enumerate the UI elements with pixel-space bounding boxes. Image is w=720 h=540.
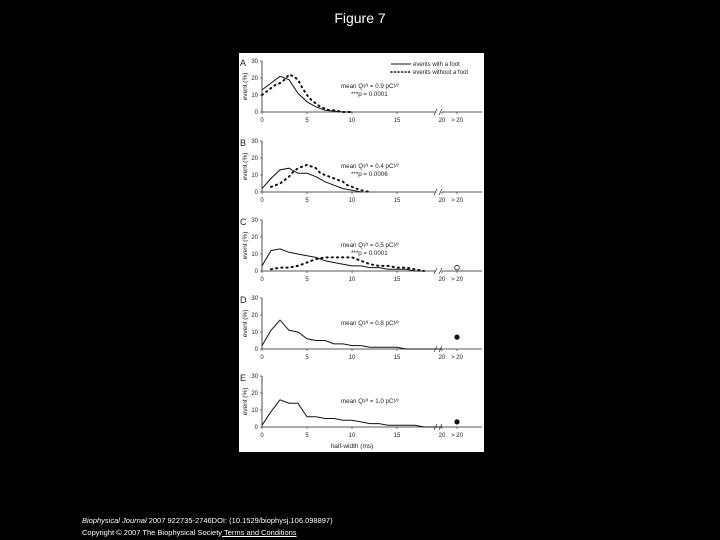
mean-annotation: mean Q¹⁄³ = 0.9 pC¹⁄³ bbox=[341, 83, 399, 90]
y-tick-label: 30 bbox=[251, 59, 258, 66]
y-tick-label: 20 bbox=[251, 391, 258, 398]
x-tick-label: > 20 bbox=[451, 277, 463, 283]
y-axis-label: event (%) bbox=[242, 72, 249, 101]
y-tick-label: 10 bbox=[251, 330, 258, 337]
figure-caption bbox=[82, 515, 333, 539]
panel-letter: D bbox=[240, 295, 247, 305]
y-tick-label: 20 bbox=[251, 76, 258, 83]
y-tick-label: 20 bbox=[251, 156, 258, 163]
axis-break-mark bbox=[439, 109, 442, 115]
over-20-marker bbox=[454, 335, 459, 340]
over-20-marker bbox=[455, 265, 460, 270]
x-tick-label: > 20 bbox=[451, 198, 463, 204]
mean-annotation: mean Q¹⁄³ = 1.0 pC¹⁄³ bbox=[341, 398, 399, 405]
y-tick-label: 10 bbox=[251, 408, 258, 415]
journal-name: Biophysical Journal bbox=[82, 516, 147, 525]
citation-text: 2007 922735-2746DOI: (10.1529/biophysj.106.098897) bbox=[146, 516, 333, 525]
x-tick-label: 0 bbox=[260, 118, 264, 124]
x-tick-label: 5 bbox=[305, 433, 309, 439]
x-tick-label: 0 bbox=[260, 277, 264, 283]
figure-panel bbox=[239, 53, 484, 452]
mean-annotation: mean Q¹⁄³ = 0.4 pC¹⁄³ bbox=[341, 163, 399, 170]
mean-annotation: mean Q¹⁄³ = 0.8 pC¹⁄³ bbox=[341, 320, 399, 327]
x-tick-label: 10 bbox=[348, 355, 356, 361]
p-value-annotation: ***p = 0.0006 bbox=[351, 171, 388, 178]
x-tick-label: 10 bbox=[348, 118, 356, 124]
panel-letter: A bbox=[240, 58, 247, 68]
x-tick-label: 15 bbox=[393, 277, 401, 283]
x-tick-label: 10 bbox=[348, 433, 356, 439]
panel-d bbox=[240, 295, 482, 361]
p-value-annotation: ***p = 0.0001 bbox=[351, 91, 388, 98]
x-tick-label: 5 bbox=[305, 277, 309, 283]
y-axis-label: event (%) bbox=[242, 152, 249, 181]
y-axis-label: event (%) bbox=[242, 309, 249, 338]
y-tick-label: 20 bbox=[251, 313, 258, 320]
y-tick-label: 10 bbox=[251, 93, 258, 100]
y-tick-label: 30 bbox=[251, 296, 258, 303]
y-tick-label: 0 bbox=[254, 347, 258, 354]
y-tick-label: 30 bbox=[251, 139, 258, 146]
x-tick-label: > 20 bbox=[451, 433, 463, 439]
x-tick-label: > 20 bbox=[451, 118, 463, 124]
legend-dotted-label: events without a foot bbox=[413, 70, 469, 77]
x-tick-label: 20 bbox=[438, 355, 446, 361]
legend-solid-label: events with a foot bbox=[413, 62, 460, 69]
x-tick-label: 20 bbox=[438, 198, 446, 204]
y-tick-label: 0 bbox=[254, 190, 258, 197]
y-tick-label: 20 bbox=[251, 235, 258, 242]
panel-b bbox=[240, 138, 482, 204]
x-tick-label: > 20 bbox=[451, 355, 463, 361]
y-tick-label: 0 bbox=[254, 269, 258, 276]
multi-panel-chart bbox=[239, 53, 484, 452]
over-20-marker bbox=[454, 419, 459, 424]
panel-letter: C bbox=[240, 217, 247, 227]
x-tick-label: 20 bbox=[438, 277, 446, 283]
y-axis-label: event (%) bbox=[242, 387, 249, 416]
mean-annotation: mean Q¹⁄³ = 0.5 pC¹⁄³ bbox=[341, 242, 399, 249]
terms-and-conditions-link[interactable]: Terms and Conditions bbox=[222, 528, 297, 537]
x-axis-label: half-width (ms) bbox=[330, 443, 374, 450]
y-tick-label: 0 bbox=[254, 425, 258, 432]
x-tick-label: 15 bbox=[393, 355, 401, 361]
x-tick-label: 5 bbox=[305, 198, 309, 204]
x-tick-label: 20 bbox=[438, 118, 446, 124]
y-tick-label: 10 bbox=[251, 252, 258, 259]
x-tick-label: 15 bbox=[393, 433, 401, 439]
x-tick-label: 10 bbox=[348, 277, 356, 283]
panel-c bbox=[240, 217, 482, 283]
x-tick-label: 5 bbox=[305, 118, 309, 124]
y-tick-label: 30 bbox=[251, 218, 258, 225]
axis-break-mark bbox=[439, 189, 442, 195]
panel-letter: E bbox=[240, 373, 247, 383]
x-tick-label: 15 bbox=[393, 198, 401, 204]
legend bbox=[391, 62, 468, 76]
panel-e bbox=[240, 373, 482, 450]
series-line-with-foot bbox=[262, 168, 361, 192]
panel-letter: B bbox=[240, 138, 247, 148]
panel-a bbox=[240, 58, 482, 124]
x-tick-label: 5 bbox=[305, 355, 309, 361]
y-tick-label: 10 bbox=[251, 173, 258, 180]
p-value-annotation: ***p = 0.0001 bbox=[351, 250, 388, 257]
citation-line bbox=[82, 515, 333, 527]
copyright-text: Copyright © 2007 The Biophysical Society bbox=[82, 528, 223, 537]
x-tick-label: 0 bbox=[260, 198, 264, 204]
axis-break-mark bbox=[439, 268, 442, 274]
x-tick-label: 0 bbox=[260, 433, 264, 439]
figure-title: Figure 7 bbox=[334, 10, 386, 26]
x-tick-label: 0 bbox=[260, 355, 264, 361]
y-tick-label: 0 bbox=[254, 110, 258, 117]
y-axis-label: event (%) bbox=[242, 231, 249, 260]
x-tick-label: 20 bbox=[438, 433, 446, 439]
x-tick-label: 10 bbox=[348, 198, 356, 204]
copyright-line bbox=[82, 527, 333, 539]
y-tick-label: 30 bbox=[251, 374, 258, 381]
x-tick-label: 15 bbox=[393, 118, 401, 124]
